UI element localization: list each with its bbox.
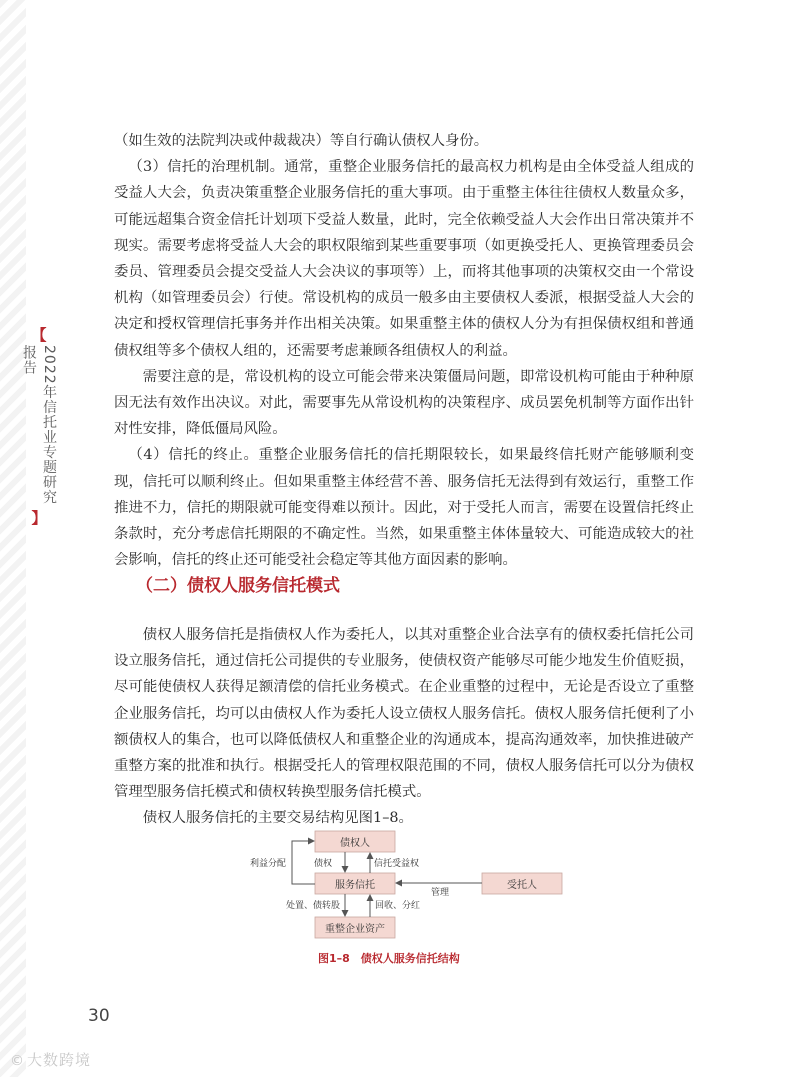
label-profit-distribution: 利益分配: [249, 859, 286, 869]
figure-caption: 图1–8 债权人服务信托结构: [318, 952, 460, 965]
paragraph-figure-reference: 债权人服务信托的主要交易结构见图1–8。: [142, 810, 413, 827]
paragraph-deadlock: 需要注意的是，常设机构的设立可能会带来决策僵局问题，即常设机构可能由于种种原因无法有效作出决议。对此，需要事先从常设机构的决策程序、成员罢免机制等方面作出针对性安排，降低僵局风险。: [114, 368, 694, 438]
label-claim: 债权: [313, 859, 333, 869]
bracket-open: 【: [31, 326, 47, 344]
label-beneficial-right: 信托受益权: [374, 859, 420, 869]
paragraph-governance: （3）信托的治理机制。通常，重整企业服务信托的最高权力机构是由全体受益人组成的受益人大会，负责决策重整企业服务信托的重大事项。由于重整主体往往债权人数量众多，可能远超集合资金信托计划项下受益人数量，此时，完全依赖受益人大会作出日常决策并不现实。需要考虑将受益人大会的职权限缩到某些重要事项（如更换受托人、更换管理委员会委员、管理委员会提交受益人大会决议的事项等）上，而将其他事项的决策权交由一个常设机构（如管理委员会）行使。常设机构的成员一般多由主要债权人委派，根据受益人大会的决定和授权管理信托事务并作出相关决策。如果重整主体的债权人分为有担保债权组和普通债权组等多个债权人组的，还需要考虑兼顾各组债权人的利益。: [114, 159, 694, 359]
body-text-top: [114, 128, 694, 573]
label-disposal: 处置、债转股: [285, 901, 340, 911]
body-text-bottom: [114, 622, 694, 832]
node-creditor: 债权人: [340, 838, 370, 849]
paragraph-termination: （4）信托的终止。重整企业服务信托的信托期限较长，如果最终信托财产能够顺利变现，信托可以顺利终止。但如果重整主体经营不善、服务信托无法得到有效运行，重整工作推进不力，信托的期限就可能变得难以预计。因此，对于受托人而言，需要在设置信托终止条款时，充分考虑信托期限的不确定性。当然，如果重整主体体量较大、可能造成较大的社会影响，信托的终止还可能受社会稳定等其他方面因素的影响。: [114, 447, 694, 569]
section-heading: （二）债权人服务信托模式: [136, 576, 340, 596]
watermark: [10, 1049, 91, 1070]
node-enterprise-assets: 重整企业资产: [325, 924, 385, 935]
paragraph-creditor-trust: 债权人服务信托是指债权人作为委托人，以其对重整企业合法享有的债权委托信托公司设立服务信托，通过信托公司提供的专业服务，使债权资产能够尽可能少地发生价值贬损，尽可能使债权人获得足额清偿的信托业务模式。在企业重整的过程中，无论是否设立了重整企业服务信托，均可以由债权人作为委托人设立债权人服务信托。债权人服务信托便利了小额债权人的集合，也可以降低债权人和重整企业的沟通成本，提高沟通效率，加快推进破产重整方案的批准和执行。根据受托人的管理权限范围的不同，债权人服务信托可以分为债权管理型服务信托模式和债权转换型服务信托模式。: [114, 627, 694, 801]
label-recovery: 回收、分红: [375, 901, 421, 911]
watermark-text: 大数跨境: [27, 1051, 92, 1069]
sidebar-report-title: [21, 326, 57, 527]
node-trustee: 受托人: [507, 880, 537, 891]
trust-structure-diagram: [220, 828, 580, 943]
watermark-logo-icon: ©: [10, 1053, 25, 1069]
bracket-close: 】: [31, 509, 47, 527]
arrow-profit-distribution: [292, 841, 315, 884]
paragraph-continuation: （如生效的法院判决或仲裁裁决）等自行确认债权人身份。: [114, 133, 489, 149]
label-management: 管理: [430, 888, 450, 898]
decorative-side-pattern: [0, 0, 26, 1077]
page-number: 30: [88, 1006, 110, 1026]
report-title-vertical: 2022年信托业专题研究报告: [21, 345, 57, 505]
node-service-trust: 服务信托: [335, 880, 375, 891]
